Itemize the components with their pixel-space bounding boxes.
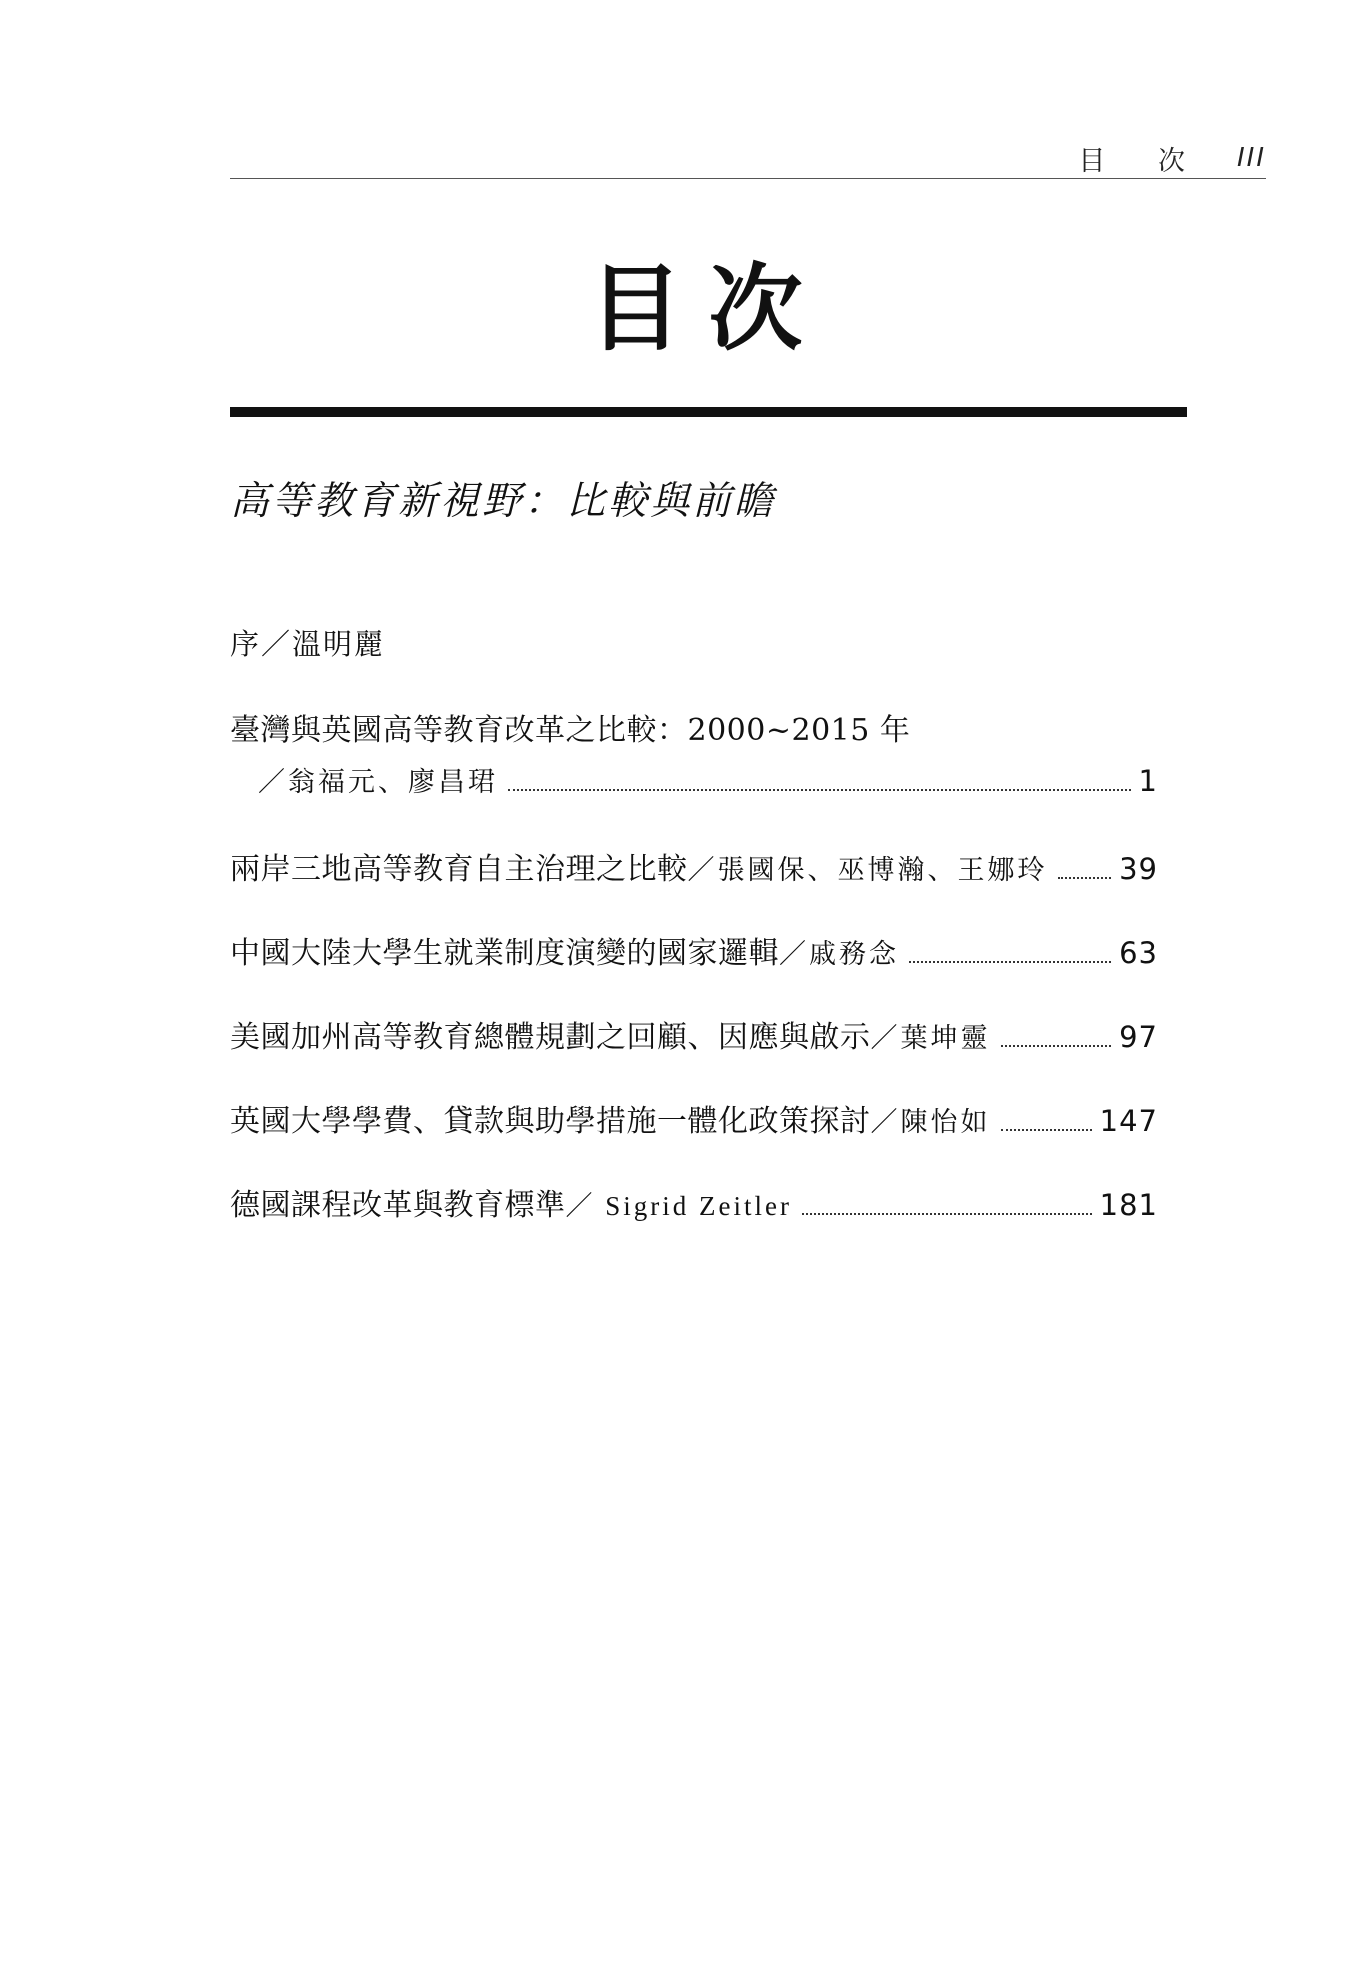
dot-leader xyxy=(1058,877,1112,879)
title-rule xyxy=(230,407,1187,417)
running-head xyxy=(230,138,1266,178)
dot-leader xyxy=(1001,1129,1092,1131)
toc-entry-author: ／ Sigrid Zeitler xyxy=(565,1191,792,1221)
toc-preface: 序／溫明麗 xyxy=(230,627,386,661)
toc-entry-title: 美國加州高等教育總體規劃之回顧、因應與啟示 xyxy=(230,1020,871,1055)
toc-entry-title: 兩岸三地高等教育自主治理之比較 xyxy=(230,852,688,887)
toc-entry-4[interactable] xyxy=(230,1012,1158,1056)
toc-entry-2[interactable] xyxy=(230,844,1158,888)
book-title: 高等教育新視野：比較與前瞻 xyxy=(230,479,777,524)
toc-entry-title: 德國課程改革與教育標準 xyxy=(230,1188,566,1223)
running-head-page-number: III xyxy=(1236,143,1266,173)
header-rule xyxy=(230,178,1266,179)
toc-entry-page: 97 xyxy=(1119,1020,1158,1054)
dot-leader xyxy=(802,1213,1092,1215)
toc-entry-author: ／翁福元、廖昌珺 xyxy=(258,767,498,798)
toc-entry-1-author-line[interactable] xyxy=(258,760,1158,799)
toc-entry-page: 63 xyxy=(1119,936,1158,970)
dot-leader xyxy=(909,961,1111,963)
page-title: 目次 xyxy=(588,254,829,364)
toc-entry-page: 181 xyxy=(1099,1188,1158,1222)
toc-entry-1-title-line[interactable] xyxy=(230,705,1158,749)
toc-entry-author: ／陳怡如 xyxy=(870,1107,991,1138)
toc-entry-page: 39 xyxy=(1119,852,1158,886)
toc-entry-5[interactable] xyxy=(230,1096,1158,1140)
toc-entry-title: 英國大學學費、貸款與助學措施一體化政策探討 xyxy=(230,1104,871,1139)
running-head-section: 目 次 xyxy=(1078,145,1207,177)
dot-leader xyxy=(508,789,1131,791)
toc-entry-3[interactable] xyxy=(230,928,1158,972)
toc-entry-author: ／戚務念 xyxy=(779,939,899,970)
toc-entry-author: ／張國保、巫博瀚、王娜玲 xyxy=(687,855,1048,886)
toc-entry-page: 147 xyxy=(1099,1104,1158,1138)
toc-entry-author: ／葉坤靈 xyxy=(870,1023,991,1054)
toc-entry-page: 1 xyxy=(1138,764,1158,798)
toc-entry-title: 臺灣與英國高等教育改革之比較：2000~2015 年 xyxy=(230,713,911,748)
dot-leader xyxy=(1001,1045,1112,1047)
toc-entry-6[interactable] xyxy=(230,1180,1158,1224)
toc-entry-title: 中國大陸大學生就業制度演變的國家邏輯 xyxy=(230,936,779,971)
